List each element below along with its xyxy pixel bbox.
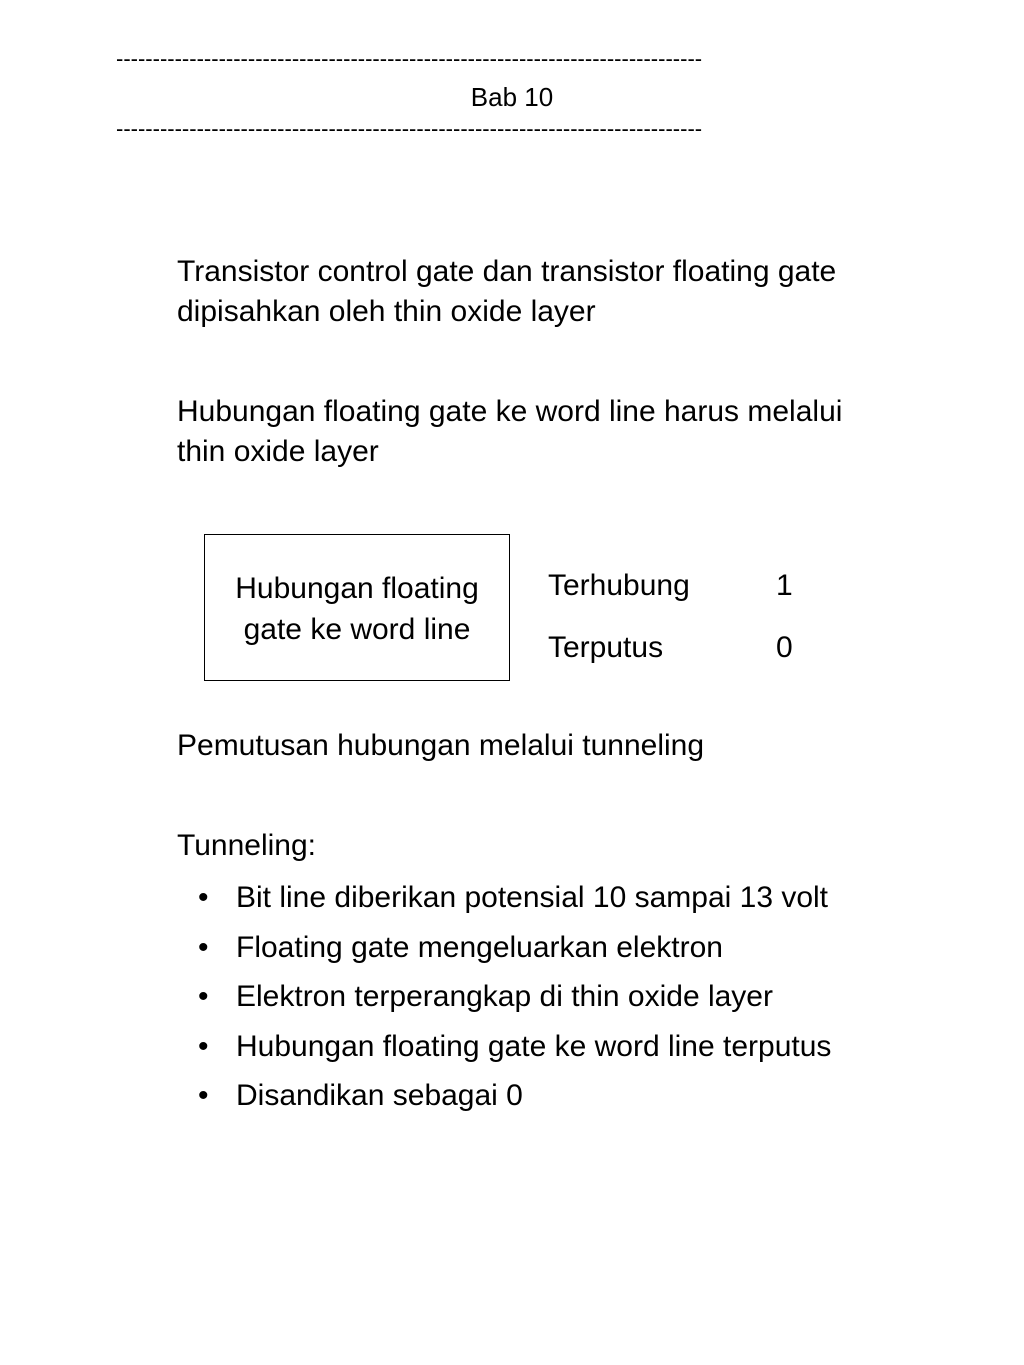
paragraph-line: dipisahkan oleh thin oxide layer <box>177 295 596 328</box>
paragraph-line: thin oxide layer <box>177 435 379 468</box>
list-item <box>196 1071 831 1121</box>
list-item <box>196 1022 831 1072</box>
state-value-connected: 1 <box>776 569 793 602</box>
bullet-icon: • <box>198 930 209 964</box>
paragraph-tunneling-disconnect: Pemutusan hubungan melalui tunneling <box>177 729 705 762</box>
paragraph-line: Transistor control gate dan transistor floating gate <box>177 255 837 288</box>
tunneling-heading: Tunneling: <box>177 829 316 862</box>
state-label-connected: Terhubung <box>548 569 690 602</box>
top-dashed-divider: -------------------------------------------------------------------------------- <box>116 46 703 71</box>
paragraph-word-line-connection <box>177 392 977 472</box>
box-line: Hubungan floating <box>235 571 479 605</box>
list-item-text: Bit line diberikan potensial 10 sampai 13 volt <box>236 881 829 914</box>
connection-box <box>204 534 510 681</box>
chapter-title: Bab 10 <box>470 82 554 112</box>
box-line: gate ke word line <box>243 612 471 646</box>
list-item <box>196 923 831 973</box>
list-item-text: Disandikan sebagai 0 <box>236 1079 523 1112</box>
paragraph-control-gate <box>177 252 977 332</box>
list-item-text: Hubungan floating gate ke word line terputus <box>236 1029 832 1063</box>
state-label-disconnected: Terputus <box>548 631 664 664</box>
bullet-icon: • <box>198 881 209 914</box>
list-item <box>196 873 831 923</box>
bullet-icon: • <box>198 980 209 1013</box>
tunneling-steps-list <box>196 873 831 1121</box>
list-item <box>196 972 831 1022</box>
list-item-text: Floating gate mengeluarkan elektron <box>236 930 723 964</box>
paragraph-line: Hubungan floating gate ke word line harus melalui <box>177 395 843 428</box>
bottom-dashed-divider: -------------------------------------------------------------------------------- <box>116 116 703 141</box>
connection-box-label <box>212 568 502 650</box>
state-value-disconnected: 0 <box>776 631 793 664</box>
bullet-icon: • <box>198 1079 209 1112</box>
bullet-icon: • <box>198 1029 209 1063</box>
list-item-text: Elektron terperangkap di thin oxide layer <box>236 980 773 1013</box>
